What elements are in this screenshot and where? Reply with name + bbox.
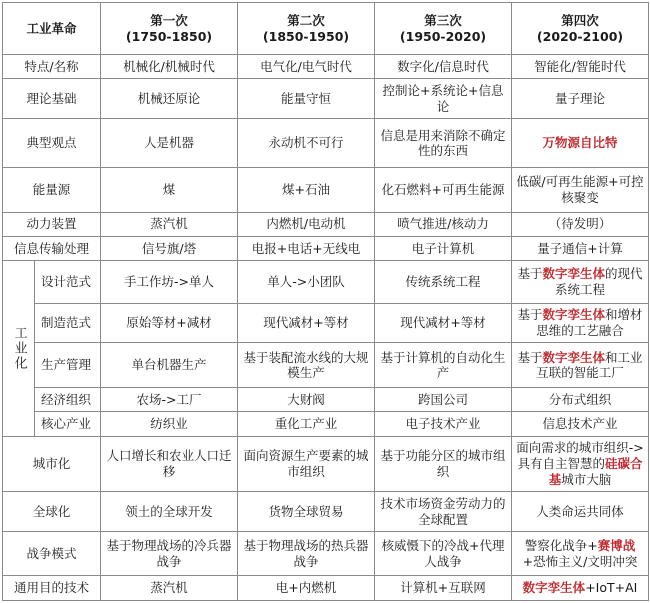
table-cell (512, 261, 649, 303)
table-cell: 电气化/电气时代 (238, 55, 375, 79)
table-cell: 纺织业 (101, 412, 238, 436)
row-label: 经济组织 (35, 387, 101, 411)
table-cell (512, 303, 649, 343)
header-col-3-name: 第三次 (424, 12, 462, 28)
table-row (3, 168, 649, 212)
table-cell: 货物全球贸易 (238, 492, 375, 532)
table-cell: 量子理论 (512, 79, 649, 119)
row-label: 城市化 (3, 436, 101, 491)
table-cell: 蒸汽机 (101, 576, 238, 601)
table-cell: 现代减材+等材 (238, 303, 375, 343)
table-cell: 手工作坊->单人 (101, 261, 238, 303)
table-row (3, 303, 649, 343)
table-cell (512, 532, 649, 576)
header-row (3, 3, 649, 55)
row-label: 制造范式 (35, 303, 101, 343)
table-cell: 低碳/可再生能源+可控核聚变 (512, 168, 649, 212)
table-cell: 大财阀 (238, 387, 375, 411)
header-col-3-years: (1950-2020) (399, 28, 487, 44)
row-label: 理论基础 (3, 79, 101, 119)
cell-text: +IoT+AI (585, 580, 638, 596)
table-row (3, 119, 649, 168)
table-cell: （待发明） (512, 212, 649, 236)
table-row (3, 387, 649, 411)
table-cell: 传统系统工程 (375, 261, 512, 303)
cell-text: 基于 (517, 266, 543, 282)
highlight-text: 数字孪生体 (542, 307, 606, 323)
table-cell: 煤+石油 (238, 168, 375, 212)
table-cell: 电+内燃机 (238, 576, 375, 601)
header-title: 工业革命 (3, 3, 101, 55)
table-row (3, 212, 649, 236)
row-label: 核心产业 (35, 412, 101, 436)
header-col-1 (101, 3, 238, 55)
table-cell: 现代减材+等材 (375, 303, 512, 343)
cell-text: 警察化战争+ (524, 538, 598, 554)
highlight-text: 赛博战 (597, 538, 636, 554)
table-cell: 信息是用来消除不确定性的东西 (375, 119, 512, 168)
table-cell: 喷气推进/核动力 (375, 212, 512, 236)
table-cell: 重化工产业 (238, 412, 375, 436)
header-col-1-name: 第一次 (150, 12, 188, 28)
table-cell: 煤 (101, 168, 238, 212)
table-cell: 领土的全球开发 (101, 492, 238, 532)
table-cell: 信号旗/塔 (101, 236, 238, 260)
table-cell: 人是机器 (101, 119, 238, 168)
table-cell: 面向资源生产要素的城市组织 (238, 436, 375, 491)
row-label: 动力装置 (3, 212, 101, 236)
cell-text: +恐怖主义/文明冲突 (522, 553, 638, 569)
row-label: 生产管理 (35, 343, 101, 387)
table-row (3, 412, 649, 436)
table-row (3, 576, 649, 601)
table-cell: 计算机+互联网 (375, 576, 512, 601)
table-cell (512, 343, 649, 387)
table-cell (512, 576, 649, 601)
table-body (3, 55, 649, 601)
cell-text: 城市大脑 (561, 471, 612, 487)
highlight-text: 数字孪生体 (542, 266, 606, 282)
table-cell: 单台机器生产 (101, 343, 238, 387)
cell-text: 基于 (517, 307, 543, 323)
row-label: 设计范式 (35, 261, 101, 303)
table-cell: 量子通信+计算 (512, 236, 649, 260)
highlight-text: 硅碳合基 (548, 456, 643, 487)
industrial-revolution-table (2, 2, 649, 601)
table-cell (512, 436, 649, 491)
table-row (3, 261, 649, 303)
table-cell: 人口增长和农业人口迁移 (101, 436, 238, 491)
table-cell: 控制论+系统论+信息论 (375, 79, 512, 119)
table-cell: 单人->小团队 (238, 261, 375, 303)
table-cell: 电报+电话+无线电 (238, 236, 375, 260)
table-row (3, 236, 649, 260)
table-cell: 电子计算机 (375, 236, 512, 260)
table-cell: 基于装配流水线的大规模生产 (238, 343, 375, 387)
table-row (3, 532, 649, 576)
table-cell: 原始等材+减材 (101, 303, 238, 343)
header-col-4-name: 第四次 (561, 12, 599, 28)
table-cell: 信息技术产业 (512, 412, 649, 436)
table-cell: 电子技术产业 (375, 412, 512, 436)
table-cell: 核威慑下的冷战+代理人战争 (375, 532, 512, 576)
row-label: 战争模式 (3, 532, 101, 576)
table-cell: 机械化/机械时代 (101, 55, 238, 79)
table-cell: 基于计算机的自动化生产 (375, 343, 512, 387)
header-col-3 (375, 3, 512, 55)
header-col-2-name: 第二次 (287, 12, 325, 28)
table-cell: 机械还原论 (101, 79, 238, 119)
highlight-text: 数字孪生体 (542, 349, 606, 365)
table-row (3, 343, 649, 387)
row-label: 能量源 (3, 168, 101, 212)
table-row (3, 79, 649, 119)
table-cell: 跨国公司 (375, 387, 512, 411)
row-label: 典型观点 (3, 119, 101, 168)
row-label: 全球化 (3, 492, 101, 532)
table-cell: 万物源自比特 (512, 119, 649, 168)
header-col-2-years: (1850-1950) (262, 28, 350, 44)
row-label: 特点/名称 (3, 55, 101, 79)
table-cell: 基于物理战场的冷兵器战争 (101, 532, 238, 576)
table-cell: 技术市场资金劳动力的全球配置 (375, 492, 512, 532)
cell-text: 基于 (517, 349, 543, 365)
table-cell: 内燃机/电动机 (238, 212, 375, 236)
table-cell: 能量守恒 (238, 79, 375, 119)
table-cell: 智能化/智能时代 (512, 55, 649, 79)
table-cell: 农场->工厂 (101, 387, 238, 411)
cell-text: 的现代系统工程 (555, 266, 643, 297)
highlight-text: 数字孪生体 (522, 580, 586, 596)
table-cell: 基于物理战场的热兵器战争 (238, 532, 375, 576)
table-cell: 人类命运共同体 (512, 492, 649, 532)
header-col-4-years: (2020-2100) (536, 28, 624, 44)
table-cell: 化石燃料+可再生能源 (375, 168, 512, 212)
table-cell: 基于功能分区的城市组织 (375, 436, 512, 491)
header-col-1-years: (1750-1850) (125, 28, 213, 44)
cell-text: 面向需求的城市组织->具有自主智慧的 (516, 440, 644, 472)
cell-text: 和工业互联的智能工厂 (536, 349, 643, 381)
table-cell: 分布式组织 (512, 387, 649, 411)
row-label: 通用目的技术 (3, 576, 101, 601)
table-cell: 蒸汽机 (101, 212, 238, 236)
table-row (3, 436, 649, 491)
table-cell: 数字化/信息时代 (375, 55, 512, 79)
cell-text: 和增材思维的工艺融合 (536, 307, 643, 338)
table-row (3, 492, 649, 532)
table-cell: 永动机不可行 (238, 119, 375, 168)
group-label-industrialization: 工业化 (3, 261, 35, 436)
table-row (3, 55, 649, 79)
header-col-2 (238, 3, 375, 55)
row-label: 信息传输处理 (3, 236, 101, 260)
header-col-4 (512, 3, 649, 55)
